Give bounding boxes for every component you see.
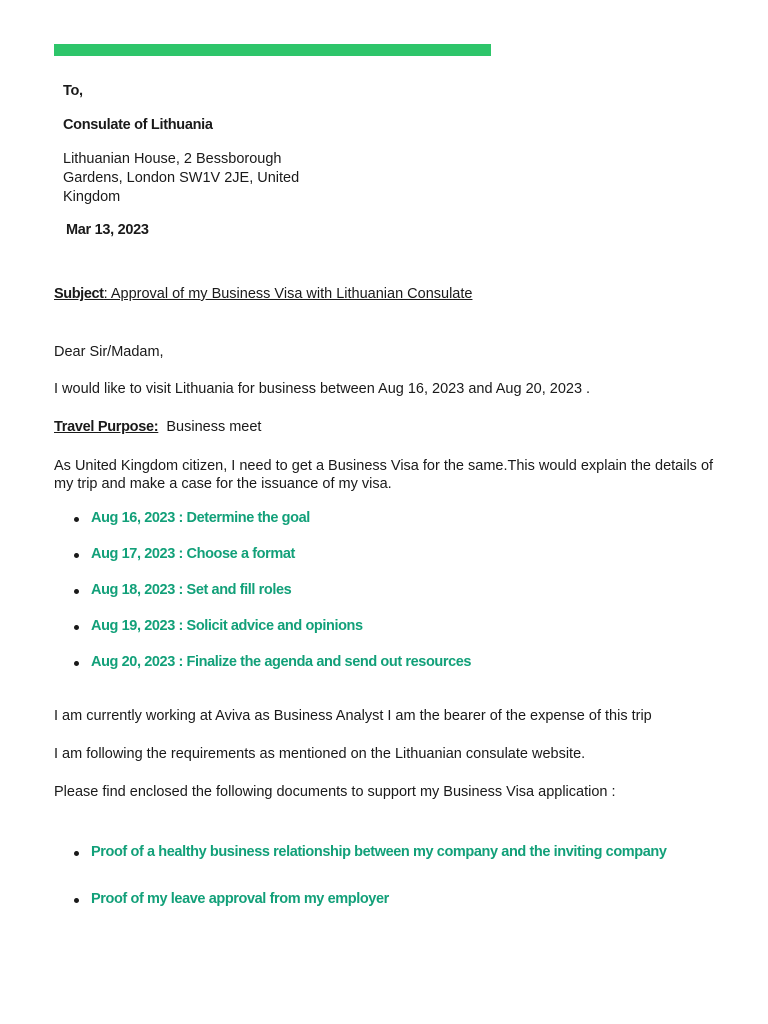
bullet-icon	[74, 553, 79, 558]
bullet-icon	[74, 625, 79, 630]
enclosed-paragraph: Please find enclosed the following documents to support my Business Visa application :	[54, 784, 616, 800]
subject-text: : Approval of my Business Visa with Lithuanian Consulate	[103, 286, 473, 302]
recipient-address: Lithuanian House, 2 Bessborough Gardens, London SW1V 2JE, United Kingdom	[63, 151, 300, 205]
salutation: Dear Sir/Madam,	[54, 344, 164, 360]
recipient-name: Consulate of Lithuania	[63, 117, 213, 133]
bullet-icon	[74, 517, 79, 522]
bullet-icon	[74, 851, 79, 856]
employment-paragraph: I am currently working at Aviva as Business Analyst I am the bearer of the expense of this trip	[54, 708, 652, 724]
travel-purpose-value: Business meet	[166, 419, 262, 435]
bullet-icon	[74, 898, 79, 903]
subject-label: Subject	[54, 286, 104, 302]
letter-date: Mar 13, 2023	[66, 222, 149, 238]
subject-line	[54, 286, 472, 302]
bullet-icon	[74, 661, 79, 666]
header-accent-bar	[54, 44, 491, 56]
travel-purpose	[54, 419, 261, 435]
requirements-paragraph: I am following the requirements as mentioned on the Lithuanian consulate website.	[54, 746, 586, 762]
to-label: To,	[63, 83, 83, 99]
travel-purpose-label: Travel Purpose:	[54, 419, 159, 435]
intro-paragraph: I would like to visit Lithuania for business between Aug 16, 2023 and Aug 20, 2023 .	[54, 381, 591, 397]
citizen-paragraph: As United Kingdom citizen, I need to get a Business Visa for the same.This would explain the details of my trip and make a case for the issuance of my visa.	[54, 458, 714, 492]
bullet-icon	[74, 589, 79, 594]
